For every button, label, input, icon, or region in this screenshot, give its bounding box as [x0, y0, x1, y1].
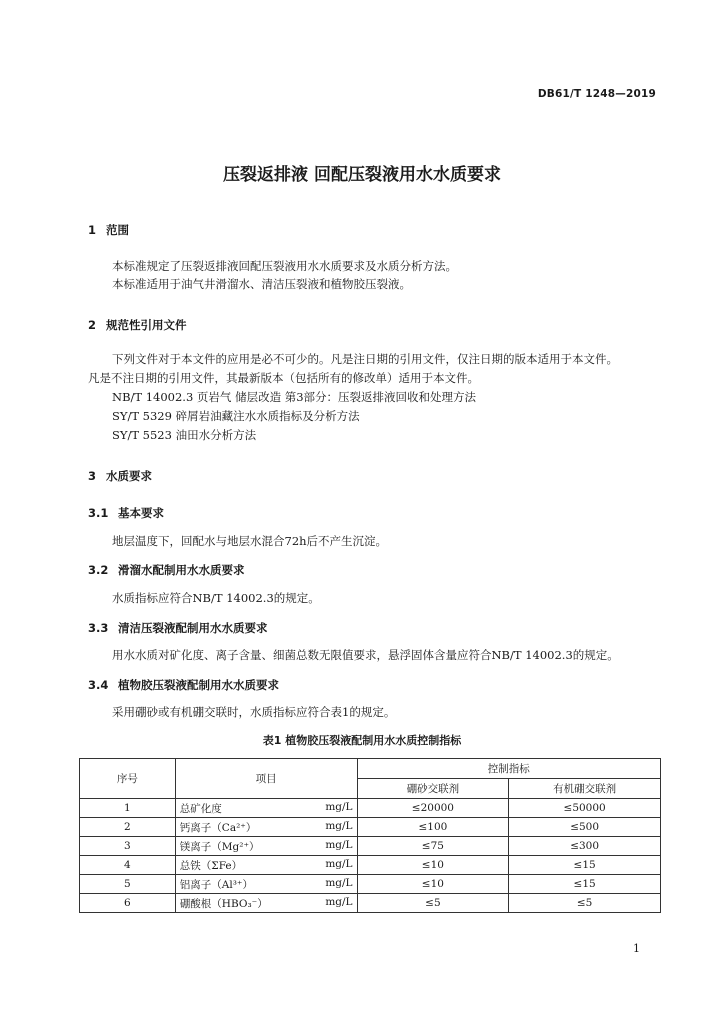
section-3-2-heading [88, 562, 245, 578]
section-number: 1 [88, 223, 97, 237]
section-number: 2 [88, 318, 97, 332]
item-name: 钙离子（Ca²⁺） [179, 821, 257, 834]
item-unit: mg/L [325, 895, 353, 908]
section-title: 基本要求 [118, 506, 164, 520]
table-row [80, 799, 661, 818]
cell-organic: ≤15 [509, 875, 661, 894]
table-row [80, 856, 661, 875]
header-item: 项目 [175, 759, 357, 799]
item-unit: mg/L [325, 800, 353, 813]
section-3-heading [88, 468, 152, 484]
cell-item [175, 894, 357, 913]
section-3-1-heading [88, 505, 164, 521]
section-title: 水质要求 [106, 469, 152, 483]
cell-seq: 4 [80, 856, 176, 875]
reference-item: SY/T 5523 油田水分析方法 [112, 428, 257, 442]
header-seq: 序号 [80, 759, 176, 799]
section-number: 3 [88, 469, 97, 483]
section-number: 3.4 [88, 678, 109, 692]
table-caption: 表1 植物胶压裂液配制用水水质控制指标 [262, 734, 462, 747]
paragraph: 本标准规定了压裂返排液回配压裂液用水水质要求及水质分析方法。 [112, 259, 457, 273]
item-unit: mg/L [325, 838, 353, 851]
table-row [80, 894, 661, 913]
cell-borax: ≤5 [357, 894, 509, 913]
item-name: 硼酸根（HBO₃⁻） [179, 897, 268, 910]
item-unit: mg/L [325, 857, 353, 870]
cell-item [175, 856, 357, 875]
section-3-3-heading [88, 620, 268, 636]
cell-borax: ≤10 [357, 856, 509, 875]
cell-item [175, 799, 357, 818]
cell-organic: ≤500 [509, 818, 661, 837]
cell-organic: ≤50000 [509, 799, 661, 818]
table-row [80, 875, 661, 894]
header-control: 控制指标 [357, 759, 660, 779]
item-unit: mg/L [325, 819, 353, 832]
cell-seq: 6 [80, 894, 176, 913]
cell-organic: ≤300 [509, 837, 661, 856]
cell-item [175, 837, 357, 856]
section-3-4-heading [88, 677, 279, 693]
cell-item [175, 818, 357, 837]
reference-item: SY/T 5329 碎屑岩油藏注水水质指标及分析方法 [112, 409, 360, 423]
paragraph: 水质指标应符合NB/T 14002.3的规定。 [112, 591, 320, 605]
table-header-row [80, 759, 661, 779]
section-number: 3.3 [88, 621, 109, 635]
paragraph: 地层温度下，回配水与地层水混合72h后不产生沉淀。 [112, 534, 388, 548]
paragraph: 下列文件对于本文件的应用是必不可少的。凡是注日期的引用文件，仅注日期的版本适用于本文件。 [112, 352, 618, 366]
cell-borax: ≤10 [357, 875, 509, 894]
paragraph: 采用硼砂或有机硼交联时，水质指标应符合表1的规定。 [112, 705, 396, 719]
document-title: 压裂返排液 回配压裂液用水水质要求 [223, 165, 501, 185]
section-title: 植物胶压裂液配制用水水质要求 [118, 678, 279, 692]
cell-seq: 1 [80, 799, 176, 818]
header-organic: 有机硼交联剂 [509, 779, 661, 799]
cell-borax: ≤100 [357, 818, 509, 837]
section-title: 范围 [106, 223, 129, 237]
cell-seq: 2 [80, 818, 176, 837]
section-1-heading [88, 222, 129, 238]
cell-borax: ≤75 [357, 837, 509, 856]
paragraph: 凡是不注日期的引用文件，其最新版本（包括所有的修改单）适用于本文件。 [88, 371, 479, 385]
item-name: 铝离子（Al³⁺） [179, 878, 253, 891]
table-row [80, 837, 661, 856]
section-title: 清洁压裂液配制用水水质要求 [118, 621, 268, 635]
section-title: 滑溜水配制用水水质要求 [118, 563, 245, 577]
item-name: 总矿化度 [179, 802, 222, 815]
item-name: 总铁（ΣFe） [179, 859, 243, 872]
table-row [80, 818, 661, 837]
cell-borax: ≤20000 [357, 799, 509, 818]
cell-seq: 3 [80, 837, 176, 856]
cell-organic: ≤5 [509, 894, 661, 913]
section-number: 3.2 [88, 563, 109, 577]
water-quality-table [79, 758, 661, 913]
cell-item [175, 875, 357, 894]
item-unit: mg/L [325, 876, 353, 889]
section-2-heading [88, 317, 187, 333]
section-number: 3.1 [88, 506, 109, 520]
header-borax: 硼砂交联剂 [357, 779, 509, 799]
cell-organic: ≤15 [509, 856, 661, 875]
paragraph: 本标准适用于油气井滑溜水、清洁压裂液和植物胶压裂液。 [112, 277, 411, 291]
item-name: 镁离子（Mg²⁺） [179, 840, 260, 853]
document-code: DB61/T 1248—2019 [537, 88, 656, 100]
cell-seq: 5 [80, 875, 176, 894]
page-number: 1 [633, 942, 640, 955]
section-title: 规范性引用文件 [106, 318, 187, 332]
reference-item: NB/T 14002.3 页岩气 储层改造 第3部分：压裂返排液回收和处理方法 [112, 390, 477, 404]
paragraph: 用水水质对矿化度、离子含量、细菌总数无限值要求，悬浮固体含量应符合NB/T 14002.3的规定。 [112, 648, 619, 662]
